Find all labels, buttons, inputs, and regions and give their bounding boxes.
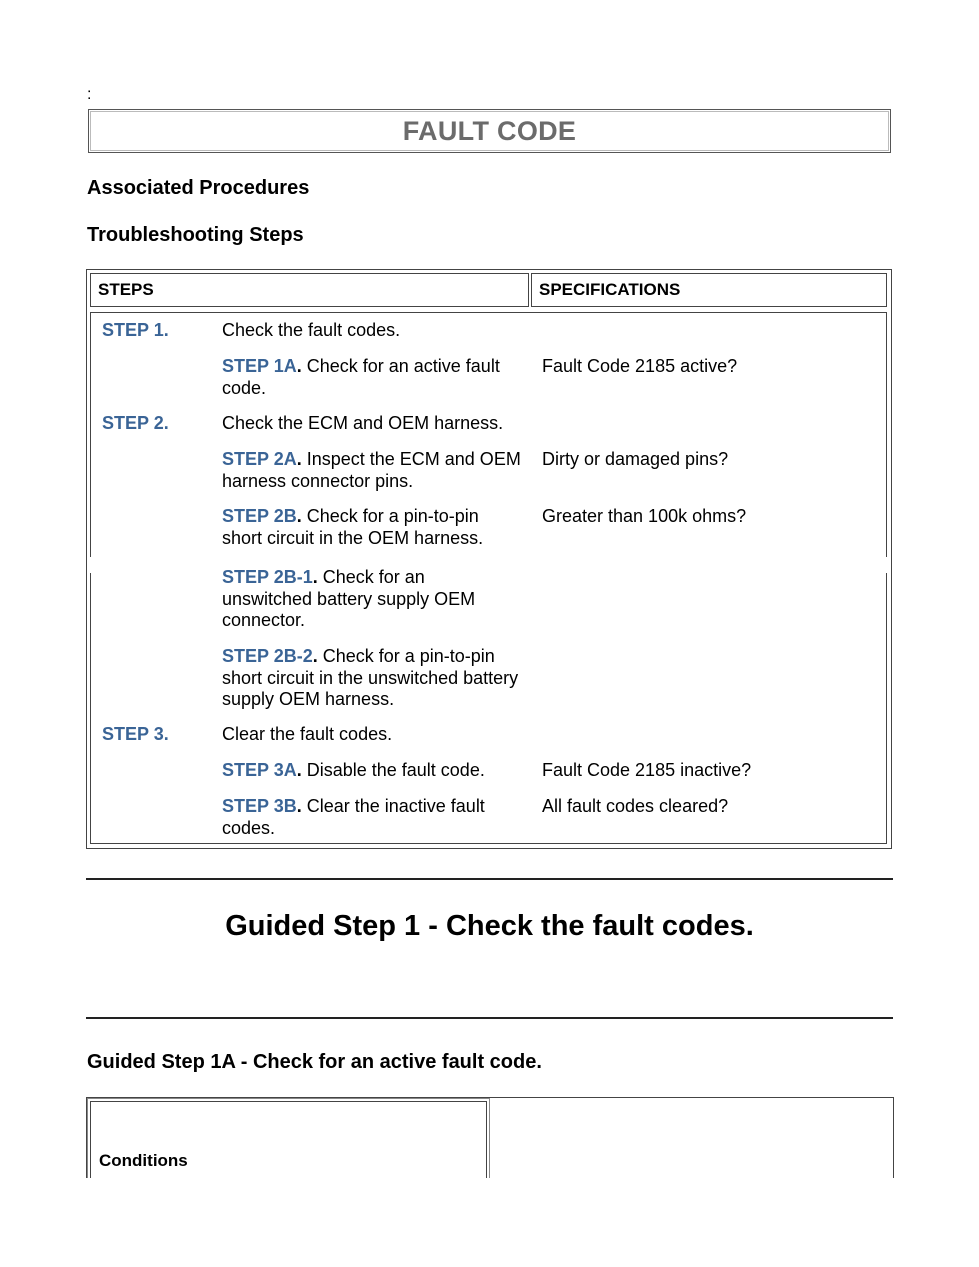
step-2a-text: Inspect the ECM and OEM harness connector pins.: [222, 449, 521, 491]
border-gap: [89, 557, 93, 573]
step-2a-cell: STEP 2A. Inspect the ECM and OEM harness connector pins.: [222, 449, 521, 491]
step-3b-cell: STEP 3B. Clear the inactive fault codes.: [222, 796, 485, 838]
step-2b-spec: Greater than 100k ohms?: [542, 506, 747, 526]
step-1a-text: Check for an active fault code.: [222, 356, 500, 398]
troubleshooting-table: [86, 269, 892, 849]
step-1a-cell: STEP 1A. Check for an active fault code.: [222, 356, 500, 398]
step-1-link[interactable]: STEP 1.: [102, 320, 169, 340]
steps-header: STEPS: [90, 273, 529, 307]
step-3a-text: Disable the fault code.: [301, 760, 485, 780]
step-1a-link[interactable]: STEP 1A: [222, 356, 297, 376]
section-divider: [86, 878, 893, 880]
step-3b-spec: All fault codes cleared?: [542, 796, 729, 816]
step-2b-1-link[interactable]: STEP 2B-1: [222, 567, 313, 587]
step-3-text: Clear the fault codes.: [222, 724, 393, 744]
step-2-link[interactable]: STEP 2.: [102, 413, 169, 433]
step-2b-2-text: Check for a pin-to-pin short circuit in the unswitched battery supply OEM harness.: [222, 646, 519, 709]
step-3b-text: Clear the inactive fault codes.: [222, 796, 485, 838]
step-2b-1-cell: STEP 2B-1. Check for an unswitched battery supply OEM connector.: [222, 567, 476, 630]
troubleshooting-steps-heading: Troubleshooting Steps: [87, 224, 304, 246]
step-2a-spec: Dirty or damaged pins?: [542, 449, 729, 469]
guided-step-1-heading: Guided Step 1 - Check the fault codes.: [225, 910, 754, 942]
page-title: FAULT CODE: [402, 115, 577, 146]
step-3b-link[interactable]: STEP 3B: [222, 796, 297, 816]
step-3a-cell: STEP 3A. Disable the fault code.: [222, 760, 485, 780]
step-1-text: Check the fault codes.: [222, 320, 401, 340]
page-cutoff: [0, 1178, 979, 1267]
fault-code-title-box: [88, 109, 891, 153]
section-divider: [86, 1017, 893, 1019]
step-2b-cell: STEP 2B. Check for a pin-to-pin short circuit in the OEM harness.: [222, 506, 484, 548]
step-2b-text: Check for a pin-to-pin short circuit in the OEM harness.: [222, 506, 484, 548]
conditions-label: Conditions: [99, 1151, 188, 1170]
steps-body: [90, 312, 887, 844]
border-gap: [886, 557, 890, 573]
specifications-header: SPECIFICATIONS: [531, 273, 887, 307]
step-3a-link[interactable]: STEP 3A: [222, 760, 297, 780]
guided-step-1a-heading: Guided Step 1A - Check for an active fault code.: [87, 1051, 542, 1073]
step-2b-link[interactable]: STEP 2B: [222, 506, 297, 526]
step-2b-2-cell: STEP 2B-2. Check for a pin-to-pin short circuit in the unswitched battery supply OEM harness.: [222, 646, 519, 709]
step-3a-spec: Fault Code 2185 inactive?: [542, 760, 752, 780]
step-2b-2-link[interactable]: STEP 2B-2: [222, 646, 313, 666]
step-2b-1-text: Check for an unswitched battery supply OEM connector.: [222, 567, 476, 630]
step-2a-link[interactable]: STEP 2A: [222, 449, 297, 469]
associated-procedures-heading: Associated Procedures: [87, 177, 310, 199]
page-colon: :: [87, 86, 92, 103]
step-3-link[interactable]: STEP 3.: [102, 724, 169, 744]
step-1a-spec: Fault Code 2185 active?: [542, 356, 738, 376]
step-2-text: Check the ECM and OEM harness.: [222, 413, 504, 433]
